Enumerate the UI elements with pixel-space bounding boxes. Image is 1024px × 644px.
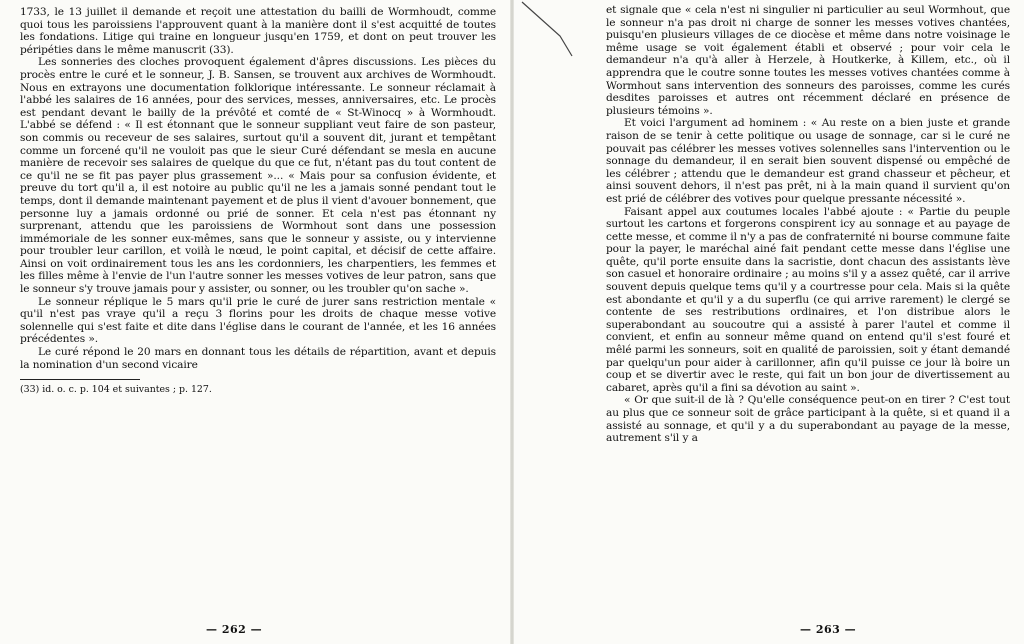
footnote: (33) id. o. c. p. 104 et suivantes ; p. 127. xyxy=(20,384,212,396)
right-paragraph-1: et signale que « cela n'est ni singulier ni particulier au seul Wormhout, que le sonneur n'a pas droit ni charge de sonner les messes votives chantées, puisqu'en plusieurs villages de ce diocèse et même dans notre voisinage le même usage se voit également établi et observé ; pour voir cela le demandeur n'a qu'à aller à Herzele, à Houtkerke, à Killem, etc., où il apprendra que le coutre sonne toutes les messes votives chantées comme à Wormhout sans intervention des sonneurs des paroisses, comme les curés desdites paroisses et autres ont récemment déclaré en présence de plusieurs témoins ». xyxy=(606,4,1010,117)
right-page xyxy=(514,0,1024,644)
left-paragraph-4: Le curé répond le 20 mars en donnant tous les détails de répartition, avant et depuis la nomination d'un second vicaire xyxy=(20,346,496,371)
page-number-left: — 262 — xyxy=(206,623,263,636)
right-page-text xyxy=(606,4,1010,445)
left-page xyxy=(0,0,510,644)
page-number-right: — 263 — xyxy=(800,623,857,636)
right-paragraph-4: « Or que suit-il de là ? Qu'elle conséquence peut-on en tirer ? C'est tout au plus que ce sonneur soit de grâce participant à la quête, si et quand il a assisté au sonnage, et qu'il y a du superabondant au payage de la messe, autrement s'il y a xyxy=(606,394,1010,445)
left-paragraph-2: Les sonneries des cloches provoquent également d'âpres discussions. Les pièces du procès entre le curé et le sonneur, J. B. Sansen, se trouvent aux archives de Wormhoudt. Nous en extrayons une documentation folklorique intéressante. Le sonneur réclamait à l'abbé les salaires de 16 années, pour des services, messes, anniversaires, etc. Le procès est pendant devant le bailly de la prévôté et comté de « St-Winocq » à Wormhoudt. L'abbé se défend : « Il est étonnant que le sonneur suppliant veut faire de son pasteur, son commis ou receveur de ses salaires, surtout qu'il a souvent dit, jurant et tempêtant comme un forcené qu'il ne vouloit pas que le sieur Curé défendant se mesla en aucune manière de recevoir ses salaires de quelque du que ce fut, n'étant pas du tout content de ce qu'il ne se fit pas payer plus grassement »... « Mais pour sa confusion évidente, et preuve du tort qu'il a, il est notoire au public qu'il ne les a jamais sonné pendant tout le temps, dont il demande maintenant payement et de plus il vient d'avouer bonnement, que personne luy a jamais ordonné ou prié de sonner. Et cela n'est pas étonnant ny surprenant, attendu que les paroissiens de Wormhout sont dans une possession immémoriale de les sonner eux-mêmes, sans que le sonneur y assiste, ou y intervienne pour troubler leur carillon, et voilà le nœud, le point capital, et décisif de cette affaire. Ainsi on voit ordinairement tous les ans les cordonniers, les charpentiers, les femmes et les filles même à l'envie de l'un l'autre sonner les messes votives de leur patron, sans que le sonneur s'y trouve jamais pour y assister, ou sonner, ou les troubler qu'on sache ». xyxy=(20,56,496,296)
left-page-text xyxy=(20,6,496,371)
right-paragraph-3: Faisant appel aux coutumes locales l'abbé ajoute : « Partie du peuple surtout les cartons et forgerons conspirent icy au sonnage et au payage de cette messe, et comme il n'y a pas de confraternité ni bourse commune faite pour la payer, le maréchal ainé fait pendant cette messe dans l'église une quête, qu'il porte ensuite dans la sacristie, dont chacun des assistants lève son casuel et honoraire ordinaire ; au moins s'il y a assez quêté, car il arrive souvent depuis quelque tems qu'il y a courtresse pour cela. Mais si la quête est abondante et qu'il y a du superflu (ce qui arrive rarement) le clergé se contente de ses restributions ordinaires, et l'on distribue alors le superabondant au soucoutre qui a assisté à parer l'autel et comme il convient, et enfin au sonneur même quand on entend qu'il s'est fouré et mêlé parmi les sonneurs, soit en qualité de paroissien, soit y étant demandé par quelqu'un pour aider à carillonner, afin qu'il puisse ce jour là boire un coup et se divertir avec le reste, qui fait un bon jour de divertissement au cabaret, après qu'il a fini sa dévotion au saint ». xyxy=(606,205,1010,394)
footnote-divider xyxy=(20,379,140,380)
left-paragraph-3: Le sonneur réplique le 5 mars qu'il prie le curé de jurer sans restriction mentale « qu'il n'est pas vraye qu'il a reçu 3 florins pour les droits de chaque messe votive solennelle qui s'est faite et dite dans l'église dans le courant de l'année, et les 16 années précédentes ». xyxy=(20,295,496,346)
right-paragraph-2: Et voici l'argument ad hominem : « Au reste on a bien juste et grande raison de se tenir à cette politique ou usage de sonnage, car si le curé ne pouvait pas célébrer les messes votives solennelles sans l'intervention ou le sonnage du demandeur, il en serait bien souvent dispensé ou empêché de les célébrer ; attendu que le demandeur est grand chasseur et pêcheur, et ainsi souvent dehors, il n'est pas prêt, ni à la main quand il survient qu'on est prié de célébrer des votives pour quelque pressante nécessité ». xyxy=(606,117,1010,205)
left-paragraph-1: 1733, le 13 juillet il demande et reçoit une attestation du bailli de Wormhoudt, comme quoi tous les paroissiens l'approuvent quant à la manière dont il s'est acquitté de toutes les fondations. Litige qui traine en longueur jusqu'en 1759, et dont on peut trouver les péripéties dans le même manuscrit (33). xyxy=(20,6,496,56)
